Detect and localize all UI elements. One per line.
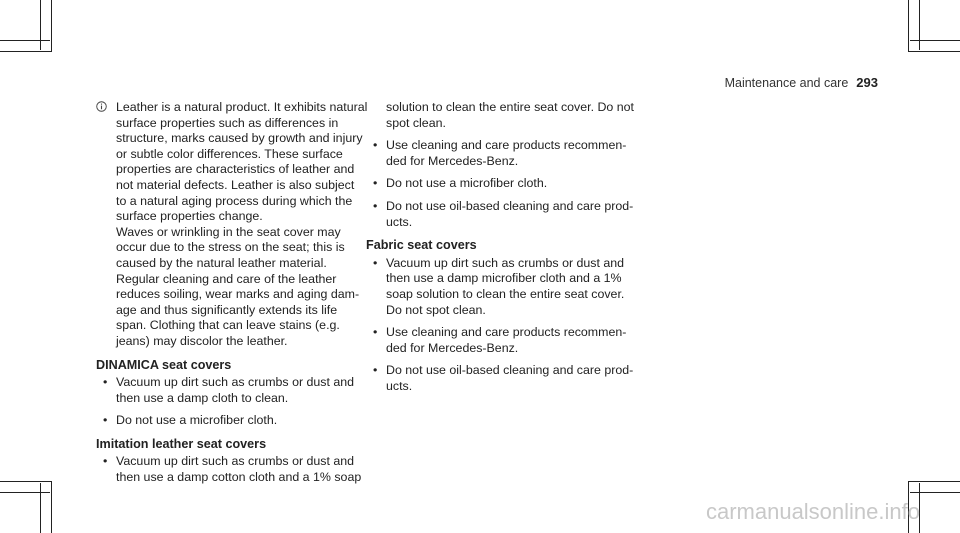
note-line: surface properties change. <box>116 209 263 224</box>
note-line: surface properties such as differences in <box>116 115 339 130</box>
crop-mark-top-left-v2 <box>51 0 52 51</box>
bullet: • <box>373 255 378 270</box>
crop-mark-bottom-left-v2 <box>51 481 52 533</box>
leather-note <box>96 100 366 350</box>
note-line: to a natural aging process during which the <box>116 193 353 208</box>
item-line: then use a damp cotton cloth and a 1% soap <box>116 470 362 485</box>
note-line: caused by the natural leather material. <box>116 255 327 270</box>
note-line: span. Clothing that can leave stains (e.g. <box>116 318 340 333</box>
list-item <box>366 325 626 356</box>
list-item <box>366 138 626 169</box>
imitation-leather-list <box>96 454 366 485</box>
note-line: structure, marks caused by growth and injury <box>116 131 363 146</box>
item-line: Vacuum up dirt such as crumbs or dust and <box>116 375 355 390</box>
bullet: • <box>373 176 378 191</box>
bullet: • <box>373 363 378 378</box>
crop-mark-bottom-right-h2 <box>908 481 960 482</box>
note-line: Waves or wrinkling in the seat cover may <box>116 224 341 239</box>
bullet: • <box>373 138 378 153</box>
bullet: • <box>103 454 108 469</box>
crop-mark-bottom-left-v <box>40 483 41 533</box>
crop-mark-top-right-h2 <box>908 51 960 52</box>
page-header <box>725 75 878 90</box>
list-item <box>366 176 626 192</box>
bullet: • <box>103 375 108 390</box>
fabric-list <box>366 255 634 395</box>
imitation-leather-list-continued <box>366 138 634 230</box>
note-line: or subtle color differences. These surface <box>116 146 343 161</box>
crop-mark-top-right-v <box>919 0 920 50</box>
list-item <box>96 413 366 429</box>
heading-imitation-leather-seat-covers: Imitation leather seat covers <box>96 436 267 451</box>
dinamica-list <box>96 375 366 429</box>
crop-mark-top-left-h2 <box>0 51 52 52</box>
item-line: Use cleaning and care products recommen- <box>386 325 627 340</box>
section-title: Maintenance and care <box>724 76 849 90</box>
crop-mark-top-left-h <box>0 40 50 41</box>
info-icon <box>96 101 107 112</box>
item-line: Do not use oil-based cleaning and care prod- <box>386 363 634 378</box>
note-line: properties are characteristics of leather and <box>116 162 355 177</box>
heading-dinamica-seat-covers: DINAMICA seat covers <box>96 357 232 372</box>
crop-mark-top-left-v <box>40 0 41 50</box>
item-line: ucts. <box>386 214 413 229</box>
heading-fabric-seat-covers: Fabric seat covers <box>366 238 477 253</box>
watermark: carmanualsonline.info <box>705 499 920 524</box>
item-line: solution to clean the entire seat cover. Do not <box>386 100 634 114</box>
list-item <box>366 198 634 230</box>
item-line: spot clean. <box>386 115 446 130</box>
item-line: Do not use a microfiber cloth. <box>386 176 548 191</box>
item-line: Do not spot clean. <box>386 302 486 317</box>
item-line: Vacuum up dirt such as crumbs or dust and <box>116 454 355 469</box>
crop-mark-top-right-h <box>910 40 960 41</box>
item-line: Do not use oil-based cleaning and care prod- <box>386 198 634 213</box>
item-line: Do not use a microfiber cloth. <box>116 413 278 428</box>
crop-mark-bottom-left-h2 <box>0 481 52 482</box>
note-line: Regular cleaning and care of the leather <box>116 271 337 286</box>
left-column <box>96 100 366 493</box>
page-number: 293 <box>856 75 878 90</box>
note-line: not material defects. Leather is also subject <box>116 177 355 192</box>
item-line: soap solution to clean the entire seat cover. <box>386 286 625 301</box>
note-text <box>116 100 366 350</box>
item-line: Vacuum up dirt such as crumbs or dust and <box>386 255 625 270</box>
crop-mark-top-right-v2 <box>908 0 909 51</box>
crop-mark-bottom-right-h <box>910 492 960 493</box>
bullet: • <box>373 198 378 213</box>
item-line: then use a damp cloth to clean. <box>116 390 289 405</box>
bullet: • <box>103 413 108 428</box>
crop-mark-bottom-left-h <box>0 492 50 493</box>
note-line: reduces soiling, wear marks and aging dam- <box>116 287 360 302</box>
list-item <box>96 375 366 406</box>
item-line: ded for Mercedes-Benz. <box>386 340 519 355</box>
note-line: jeans) may discolor the leather. <box>116 333 288 348</box>
item-line: ucts. <box>386 378 413 393</box>
bullet: • <box>373 325 378 340</box>
list-item <box>366 363 634 394</box>
item-line: ded for Mercedes-Benz. <box>386 153 519 168</box>
note-line: Leather is a natural product. It exhibits natural <box>116 100 368 114</box>
item-line: Use cleaning and care products recommen- <box>386 138 627 153</box>
list-item <box>366 256 626 318</box>
continuation-text <box>366 100 634 131</box>
right-column <box>366 100 634 402</box>
item-line: then use a damp microfiber cloth and a 1% <box>386 271 622 286</box>
note-line: occur due to the stress on the seat; this is <box>116 240 345 255</box>
list-item <box>96 454 366 485</box>
note-line: age and thus significantly extends its life <box>116 302 338 317</box>
